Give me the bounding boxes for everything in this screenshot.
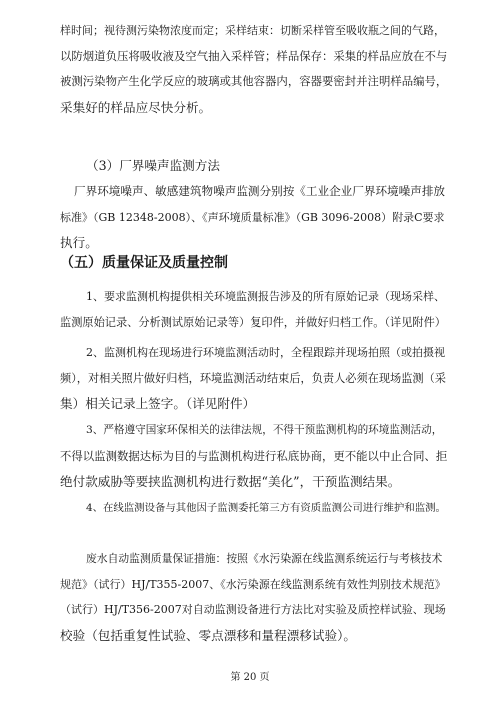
text-line: 以防烟道负压将吸收液及空气抽入采样管；样品保存：采集的样品应放在不与: [60, 48, 448, 63]
text-line: （试行）HJ/T356-2007对自动监测设备进行方法比对实验及质控样试验、现场: [60, 603, 446, 617]
item-4-paragraph: [60, 496, 448, 522]
item-1-paragraph: [60, 284, 448, 335]
noise-method-subheading: [86, 153, 474, 179]
page-number: 第 20 页: [230, 672, 270, 683]
text-line: 频），对相关照片做好归档，环境监测活动结束后，负责人必须在现场监测（采: [60, 371, 446, 385]
item-2-paragraph: [60, 340, 448, 417]
text-line: 厂界环境噪声、敏感建筑物噪声监测分别按《工业企业厂界环境噪声排放: [74, 184, 446, 198]
text-line: 被测污染物产生化学反应的玻璃或其他容器内，容器要密封并注明样品编号，: [60, 74, 448, 89]
text-line: 样时间；视待测污染物浓度而定；采样结束：切断采样管至吸收瓶之间的气路，: [60, 24, 445, 37]
subheading-text: （3）厂界噪声监测方法: [86, 158, 220, 173]
text-line: 2、监测机构在现场进行环境监测活动时，全程跟踪并现场拍照（或拍摄视: [86, 346, 445, 359]
text-line: 1、要求监测机构提供相关环境监测报告涉及的所有原始记录（现场采样、: [86, 290, 445, 303]
wastewater-qa-paragraph: [60, 546, 448, 648]
text-line: 绝付款威胁等要挟监测机构进行数据“美化”，干预监测结果。: [60, 474, 401, 490]
text-line: 标准》（GB 12348-2008）、《声环境质量标准》（GB 3096-2008）附录C要求: [60, 210, 445, 224]
text-line: 校验（包括重复性试验、零点漂移和量程漂移试验）。: [60, 627, 356, 643]
text-line: 规范》（试行）HJ/T355-2007、《水污染源在线监测系统有效性判别技术规范》: [60, 577, 446, 591]
text-line: 监测原始记录、分析测试原始记录等）复印件，并做好归档工作。（详见附件）: [60, 315, 446, 329]
text-line: 4、在线监测设备与其他因子监测委托第三方有资质监测公司进行维护和监测。: [86, 502, 446, 514]
text-line: 3、严格遵守国家环保相关的法律法规，不得干预监测机构的环境监测活动，: [86, 424, 443, 436]
item-3-paragraph: [60, 418, 448, 495]
sampling-paragraph: [60, 18, 448, 120]
text-line: 废水自动监测质量保证措施：按照《水污染源在线监测系统运行与考核技术: [86, 552, 443, 565]
section-heading: （五）质量保证及质量控制: [60, 255, 228, 271]
text-line: 执行。: [60, 235, 98, 251]
text-line: 集）相关记录上签字。（详见附件）: [60, 396, 256, 412]
noise-paragraph: [60, 179, 448, 256]
text-line: 不得以监测数据达标为目的与监测机构进行私底协商，更不能以中止合同、拒: [60, 448, 448, 463]
text-line: 采集好的样品应尽快分析。: [60, 99, 212, 115]
